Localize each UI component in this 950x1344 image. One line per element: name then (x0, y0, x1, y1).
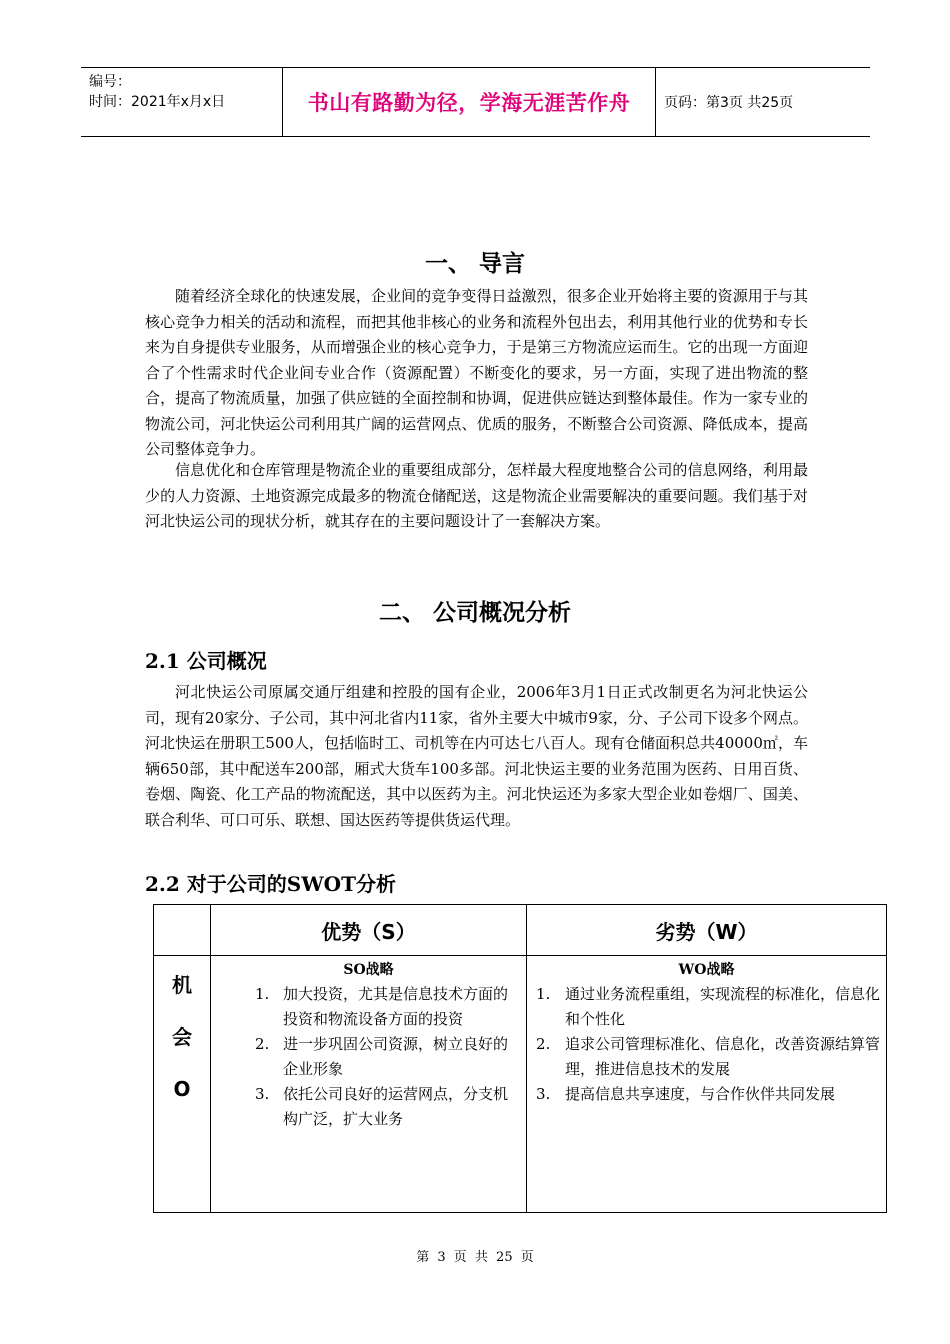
list-item: 1. 通过业务流程重组，实现流程的标准化，信息化和个性化 (536, 985, 881, 1028)
swot-corner-cell (154, 905, 211, 956)
list-item: 2. 进一步巩固公司资源，树立良好的企业形象 (255, 1035, 509, 1078)
list-item: 2. 追求公司管理标准化、信息化，改善资源结算管理，推进信息技术的发展 (536, 1035, 881, 1078)
header-motto: 书山有路勤为径，学海无涯苦作舟 (307, 91, 631, 115)
header-meta (81, 68, 282, 136)
wo-strategy-cell (527, 956, 887, 1213)
so-strategy-cell (211, 956, 527, 1213)
header-motto-cell (282, 68, 656, 136)
subsection-title-2-2: 2.2 对于公司的SWOT分析 (145, 872, 396, 896)
header-time: 时间：2021年x月x日 (89, 94, 226, 110)
intro-title: 一、 导言 (424, 251, 525, 277)
list-item: 1. 加大投资，尤其是信息技术方面的投资和物流设备方面的投资 (255, 985, 509, 1028)
page-footer: 第 3 页 共 25 页 (416, 1250, 534, 1265)
company-overview-paragraph: 河北快运公司原属交通厅组建和控股的国有企业，2006年3月1日正式改制更名为河北快运公司，现有20家分、子公司，其中河北省内11家，省外主要大中城市9家，分、子公司下设多个网点。河北快运在册职工500人，包括临时工、司机等在内可达七八百人。现有仓储面积总共40000㎡，车辆650部，其中配送车200部，厢式大货车100多部。河北快运主要的业务范围为医药、日用百货、卷烟、陶瓷、化工产品的物流配送，其中以医药为主。河北快运还为多家大型企业如卷烟厂、国美、联合利华、可口可乐、联想、国达医药等提供货运代理。 (145, 683, 808, 829)
header-code: 编号： (89, 74, 131, 90)
swot-table (153, 904, 887, 1213)
header-page-number: 页码：第3页 共25页 (664, 95, 794, 111)
wo-strategy-title: WO战略 (678, 962, 735, 978)
so-strategy-title: SO战略 (343, 962, 394, 978)
opportunity-char-1: 机 (172, 973, 192, 997)
intro-paragraph-2: 信息优化和仓库管理是物流企业的重要组成部分，怎样最大程度地整合公司的信息网络，利用最少的人力资源、土地资源完成最多的物流仓储配送，这是物流企业需要解决的重要问题。我们基于对河北快运公司的现状分析，就其存在的主要问题设计了一套解决方案。 (145, 461, 808, 530)
swot-opportunity-row (154, 956, 887, 1213)
wo-strategy-list (527, 982, 886, 1107)
list-item: 3. 提高信息共享速度，与合作伙伴共同发展 (536, 1085, 836, 1103)
list-item: 3. 依托公司良好的运营网点，分支机构广泛，扩大业务 (255, 1085, 509, 1128)
swot-strength-header: 优势（S） (211, 905, 527, 956)
intro-paragraph-1: 随着经济全球化的快速发展，企业间的竞争变得日益激烈，很多企业开始将主要的资源用于与其核心竞争力相关的活动和流程，而把其他非核心的业务和流程外包出去，利用其他行业的优势和专长来为自身提供专业服务，从而增强企业的核心竞争力，于是第三方物流应运而生。它的出现一方面迎合了个性需求时代企业间专业合作（资源配置）不断变化的要求，另一方面，实现了进出物流的整合，提高了物流质量，加强了供应链的全面控制和协调，促进供应链达到整体最佳。作为一家专业的物流公司，河北快运公司利用其广阔的运营网点、优质的服务，不断整合公司资源、降低成本，提高公司整体竞争力。 (145, 287, 808, 458)
swot-opportunity-label (154, 956, 211, 1213)
swot-header-row (154, 905, 887, 956)
overview-title: 二、 公司概况分析 (378, 600, 571, 626)
opportunity-char-3: O (173, 1077, 191, 1101)
swot-weakness-header: 劣势（W） (527, 905, 887, 956)
so-strategy-list (211, 982, 526, 1132)
page-header (81, 67, 870, 137)
opportunity-char-2: 会 (172, 1025, 192, 1049)
subsection-title-2-1: 2.1 公司概况 (145, 649, 267, 673)
